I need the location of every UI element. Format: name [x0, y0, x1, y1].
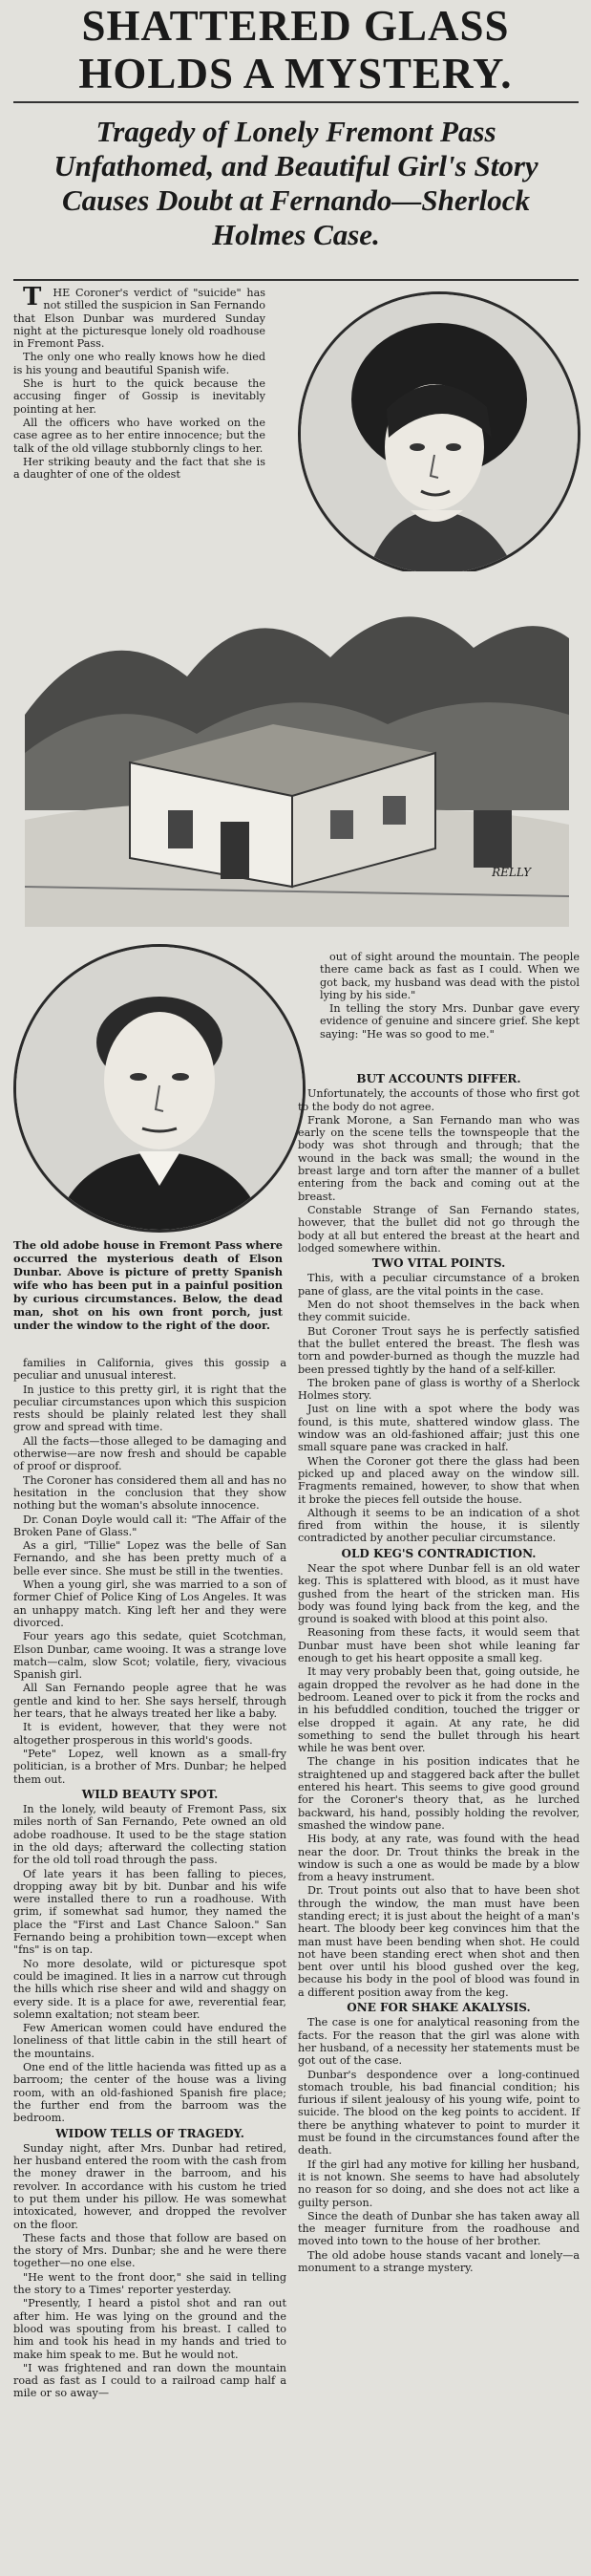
paragraph: All San Fernando people agree that he was gentle and kind to her. She says herself, through her tears, that he always treated her like a baby. — [13, 1682, 286, 1721]
lead-paragraph: All the officers who have worked on the case agree as to her entire innocence; but the talk of the old village stubbornly clings to her. — [13, 416, 265, 455]
paragraph: Dr. Trout points out also that to have been shot through the window, the man must have been standing erect; it is just about the height of a man's heart. The bloody beer keg convinces him that the man must have been bending when shot. He could not have been standing erect when shot and then bent over until his blood gushed over the keg, because his body in the pool of blood was found in a different position away from the keg. — [298, 1884, 580, 1999]
paragraph: Frank Morone, a San Fernando man who was early on the scene tells the townspeople that the body was shot through and through; that the wound in the back was small; the wound in the breast large and torn after the manner of a bullet entering from the back and coming out at the breast. — [298, 1113, 580, 1203]
wife-portrait-photo — [298, 291, 580, 576]
paragraph: Since the death of Dunbar she has taken away all the meager furniture from the roadhouse and moved into town to the house of her brother. — [298, 2209, 580, 2248]
dunbar-portrait-illustration — [16, 947, 303, 1230]
artist-signature: RELLY — [492, 866, 531, 879]
paragraph: "I was frightened and ran down the mountain road as fast as I could to a railroad camp half a mile or so away— — [13, 2361, 286, 2400]
paragraph: The case is one for analytical reasoning from the facts. For the reason that the girl was alone with her husband, of a necessity her statements must be got out of the case. — [298, 2016, 580, 2068]
paragraph: It is evident, however, that they were not altogether prosperous in this world's goods. — [13, 1721, 286, 1747]
paragraph: This, with a peculiar circumstance of a broken pane of glass, are the vital points in the case. — [298, 1272, 580, 1298]
paragraph: Men do not shoot themselves in the back when they commit suicide. — [298, 1299, 580, 1324]
paragraph: Unfortunately, the accounts of those who first got to the body do not agree. — [298, 1087, 580, 1113]
paragraph: Near the spot where Dunbar fell is an old water keg. This is splattered with blood, as it must have gushed from the heart of the stricken man. His body was found lying back from the keg, and the ground is soaked with blood at this point also. — [298, 1561, 580, 1626]
deck-subheadline: Tragedy of Lonely Fremont Pass Unfathomed, and Beautiful Girl's Story Causes Doubt at Fernando—Sherlock Holmes Case. — [53, 115, 538, 251]
paragraph: Of late years it has been falling to pieces, dropping away bit by bit. Dunbar and his wife were installed there to run a roadhouse. With grim, if somewhat sad humor, they named the place the "First and Last Chance Saloon." San Fernando being a prohibition town—except when "fns" is on tap. — [13, 1867, 286, 1957]
paragraph: "Pete" Lopez, well known as a small-fry politician, is a brother of Mrs. Dunbar; he helped them out. — [13, 1747, 286, 1786]
deck-rule — [13, 279, 579, 281]
lead-paragraph: She is hurt to the quick because the accusing finger of Gossip is inevitably pointing at her. — [13, 377, 265, 416]
paragraph: As a girl, "Tillie" Lopez was the belle of San Fernando, and she has been pretty much of a belle ever since. She must be still in the twenties. — [13, 1539, 286, 1578]
photo-caption — [13, 1238, 283, 1333]
lead-paragraph: THE Coroner's verdict of "suicide" has not stilled the suspicion in San Fernando that Elson Dunbar was murdered Sunday night at the picturesque lonely old roadhouse in Fremont Pass. — [13, 283, 265, 351]
headline-rule — [13, 101, 579, 103]
lead-paragraph: Her striking beauty and the fact that she is a daughter of one of the oldest — [13, 455, 265, 482]
paragraph: One end of the little hacienda was fitted up as a barroom; the center of the house was a living room, with an old-fashioned Spanish fire place; the further end from the barroom was the bedroom. — [13, 2061, 286, 2125]
paragraph: The change in his position indicates that he straightened up and staggered back after the bullet entered his heart. This seems to give good ground for the Coroner's theory that, as he lurched backward, his hand, possibly holding the revolver, smashed the window pane. — [298, 1755, 580, 1832]
paragraph: When the Coroner got there the glass had been picked up and placed away on the window sill. Fragments remained, however, to show that when it broke the pieces fell outside the house. — [298, 1454, 580, 1506]
section-heading: OLD KEG'S CONTRADICTION. — [341, 1546, 537, 1560]
paragraph: The Coroner has considered them all and has no hesitation in the conclusion that they show nothing but the woman's absolute innocence. — [13, 1473, 286, 1513]
paragraph: His body, at any rate, was found with the head near the door. Dr. Trout thinks the break in the window is such a one as would be made by a blow from a heavy instrument. — [298, 1833, 580, 1884]
paragraph: Dunbar's despondence over a long-continued stomach trouble, his bad financial condition; his furious if silent jealousy of his young wife, point to suicide. The blood on the keg points to accident. If there be anything whatever to point to murder it must be found in the circumstances found after the death. — [298, 2068, 580, 2157]
paragraph: out of sight around the mountain. The people there came back as fast as I could. When we got back, my husband was dead with the pistol lying by his side." — [320, 951, 580, 1001]
paragraph: Although it seems to be an indication of a shot fired from within the house, it is silently contradicted by another peculiar circumstance. — [298, 1506, 580, 1545]
paragraph: Few American women could have endured the loneliness of that little cabin in the still heart of the mountains. — [13, 2022, 286, 2060]
paragraph: In justice to this pretty girl, it is right that the peculiar circumstances upon which this suspicion rests should be plainly related lest they shall grow and spread with time. — [13, 1383, 286, 1434]
paragraph: These facts and those that follow are based on the story of Mrs. Dunbar; she and he were there together—no one else. — [13, 2231, 286, 2270]
paragraph: "He went to the front door," she said in telling the story to a Times' reporter yesterday. — [13, 2270, 286, 2297]
caption-text: The old adobe house in Fremont Pass where occurred the mysterious death of Elson Dunbar. Above is picture of pretty Spanish wife who has been put in a painful position by curious circumstances. Below, the dead man, shot on his own front porch, just under the window to the right of the door. — [13, 1238, 283, 1332]
paragraph: In the lonely, wild beauty of Fremont Pass, six miles north of San Fernando, Pete owned an old adobe roadhouse. It used to be the stage station in the old days; afterward the collecting station for the old toll road through the pass. — [13, 1803, 286, 1867]
paragraph: Sunday night, after Mrs. Dunbar had retired, her husband entered the room with the cash from the money drawer in the barroom, and his revolver. In accordance with his custom he tried to put them under his pillow. He was somewhat intoxicated, however, and dropped the revolver on the floor. — [13, 2141, 286, 2231]
lead-paragraph: The only one who really knows how he died is his young and beautiful Spanish wife. — [13, 351, 265, 376]
paragraph: Just on line with a spot where the body was found, is this mute, shattered window glass. The window was an old-fashioned affair; just this one small square pane was cracked in half. — [298, 1403, 580, 1454]
section-heading: BUT ACCOUNTS DIFFER. — [356, 1072, 521, 1085]
wife-story-continued — [320, 951, 580, 1041]
section-heading: WILD BEAUTY SPOT. — [81, 1787, 219, 1801]
left-article-column — [13, 1357, 286, 2401]
adobe-house-drawing — [25, 571, 569, 927]
paragraph: But Coroner Trout says he is perfectly satisfied that the bullet entered the breast. The flesh was torn and powder-burned as though the muzzle had been pressed tightly by the hand of a self-killer. — [298, 1324, 580, 1376]
headline-line-1: SHATTERED GLASS — [81, 2, 510, 50]
headline-line-2: HOLDS A MYSTERY. — [78, 50, 513, 97]
right-article-column — [298, 1070, 580, 2275]
paragraph: families in California, gives this gossip a peculiar and unusual interest. — [13, 1357, 286, 1383]
paragraph: In telling the story Mrs. Dunbar gave every evidence of genuine and sincere grief. She kept saying: "He was so good to me." — [320, 1002, 580, 1041]
paragraph: "Presently, I heard a pistol shot and ran out after him. He was lying on the ground and the blood was spouting from his breast. I called to him and took his head in my hands and tried to make him speak to me. But he would not. — [13, 2297, 286, 2361]
paragraph: Reasoning from these facts, it would seem that Dunbar must have been shot while leaning far enough to get his heart opposite a small keg. — [298, 1626, 580, 1665]
paragraph: If the girl had any motive for killing her husband, it is not known. She seems to have had absolutely no reason for so doing, and she does not act like a guilty person. — [298, 2157, 580, 2209]
paragraph: The old adobe house stands vacant and lonely—a monument to a strange mystery. — [298, 2248, 580, 2275]
paragraph: It may very probably been that, going outside, he again dropped the revolver as he had done in the bedroom. Leaned over to pick it from the rocks and in his befuddled condition, touched the trigger or else dropped it again. At any rate, he did something to send the bullet through his heart while he was bent over. — [298, 1665, 580, 1755]
lead-column — [13, 283, 265, 482]
section-heading: ONE FOR SHAKE AKALYSIS. — [347, 2001, 531, 2015]
paragraph: When a young girl, she was married to a son of former Chief of Police King of Los Angeles. It was an unhappy match. King left her and they were divorced. — [13, 1578, 286, 1629]
paragraph: Constable Strange of San Fernando states, however, that the bullet did not go through the body at all but entered the breast at the heart and lodged somewhere within. — [298, 1203, 580, 1255]
paragraph: Dr. Conan Doyle would call it: "The Affair of the Broken Pane of Glass." — [13, 1513, 286, 1538]
paragraph: All the facts—those alleged to be damaging and otherwise—are now fresh and should be capable of proof or disproof. — [13, 1434, 286, 1473]
paragraph: The broken pane of glass is worthy of a Sherlock Holmes story. — [298, 1376, 580, 1403]
adobe-house-illustration — [25, 571, 569, 927]
paragraph: No more desolate, wild or picturesque spot could be imagined. It lies in a narrow cut through the hills which rise sheer and wild and shaggy on every side. It is a place for awe, reverential fear, solemn exaltation; not steam beer. — [13, 1957, 286, 2021]
wife-portrait-illustration — [301, 294, 578, 573]
section-heading: WIDOW TELLS OF TRAGEDY. — [55, 2126, 244, 2140]
paragraph: Four years ago this sedate, quiet Scotchman, Elson Dunbar, came wooing. It was a strange love match—calm, slow Scot; volatile, fiery, vivacious Spanish girl. — [13, 1630, 286, 1682]
section-heading: TWO VITAL POINTS. — [371, 1256, 506, 1271]
dunbar-portrait-photo — [13, 944, 306, 1233]
